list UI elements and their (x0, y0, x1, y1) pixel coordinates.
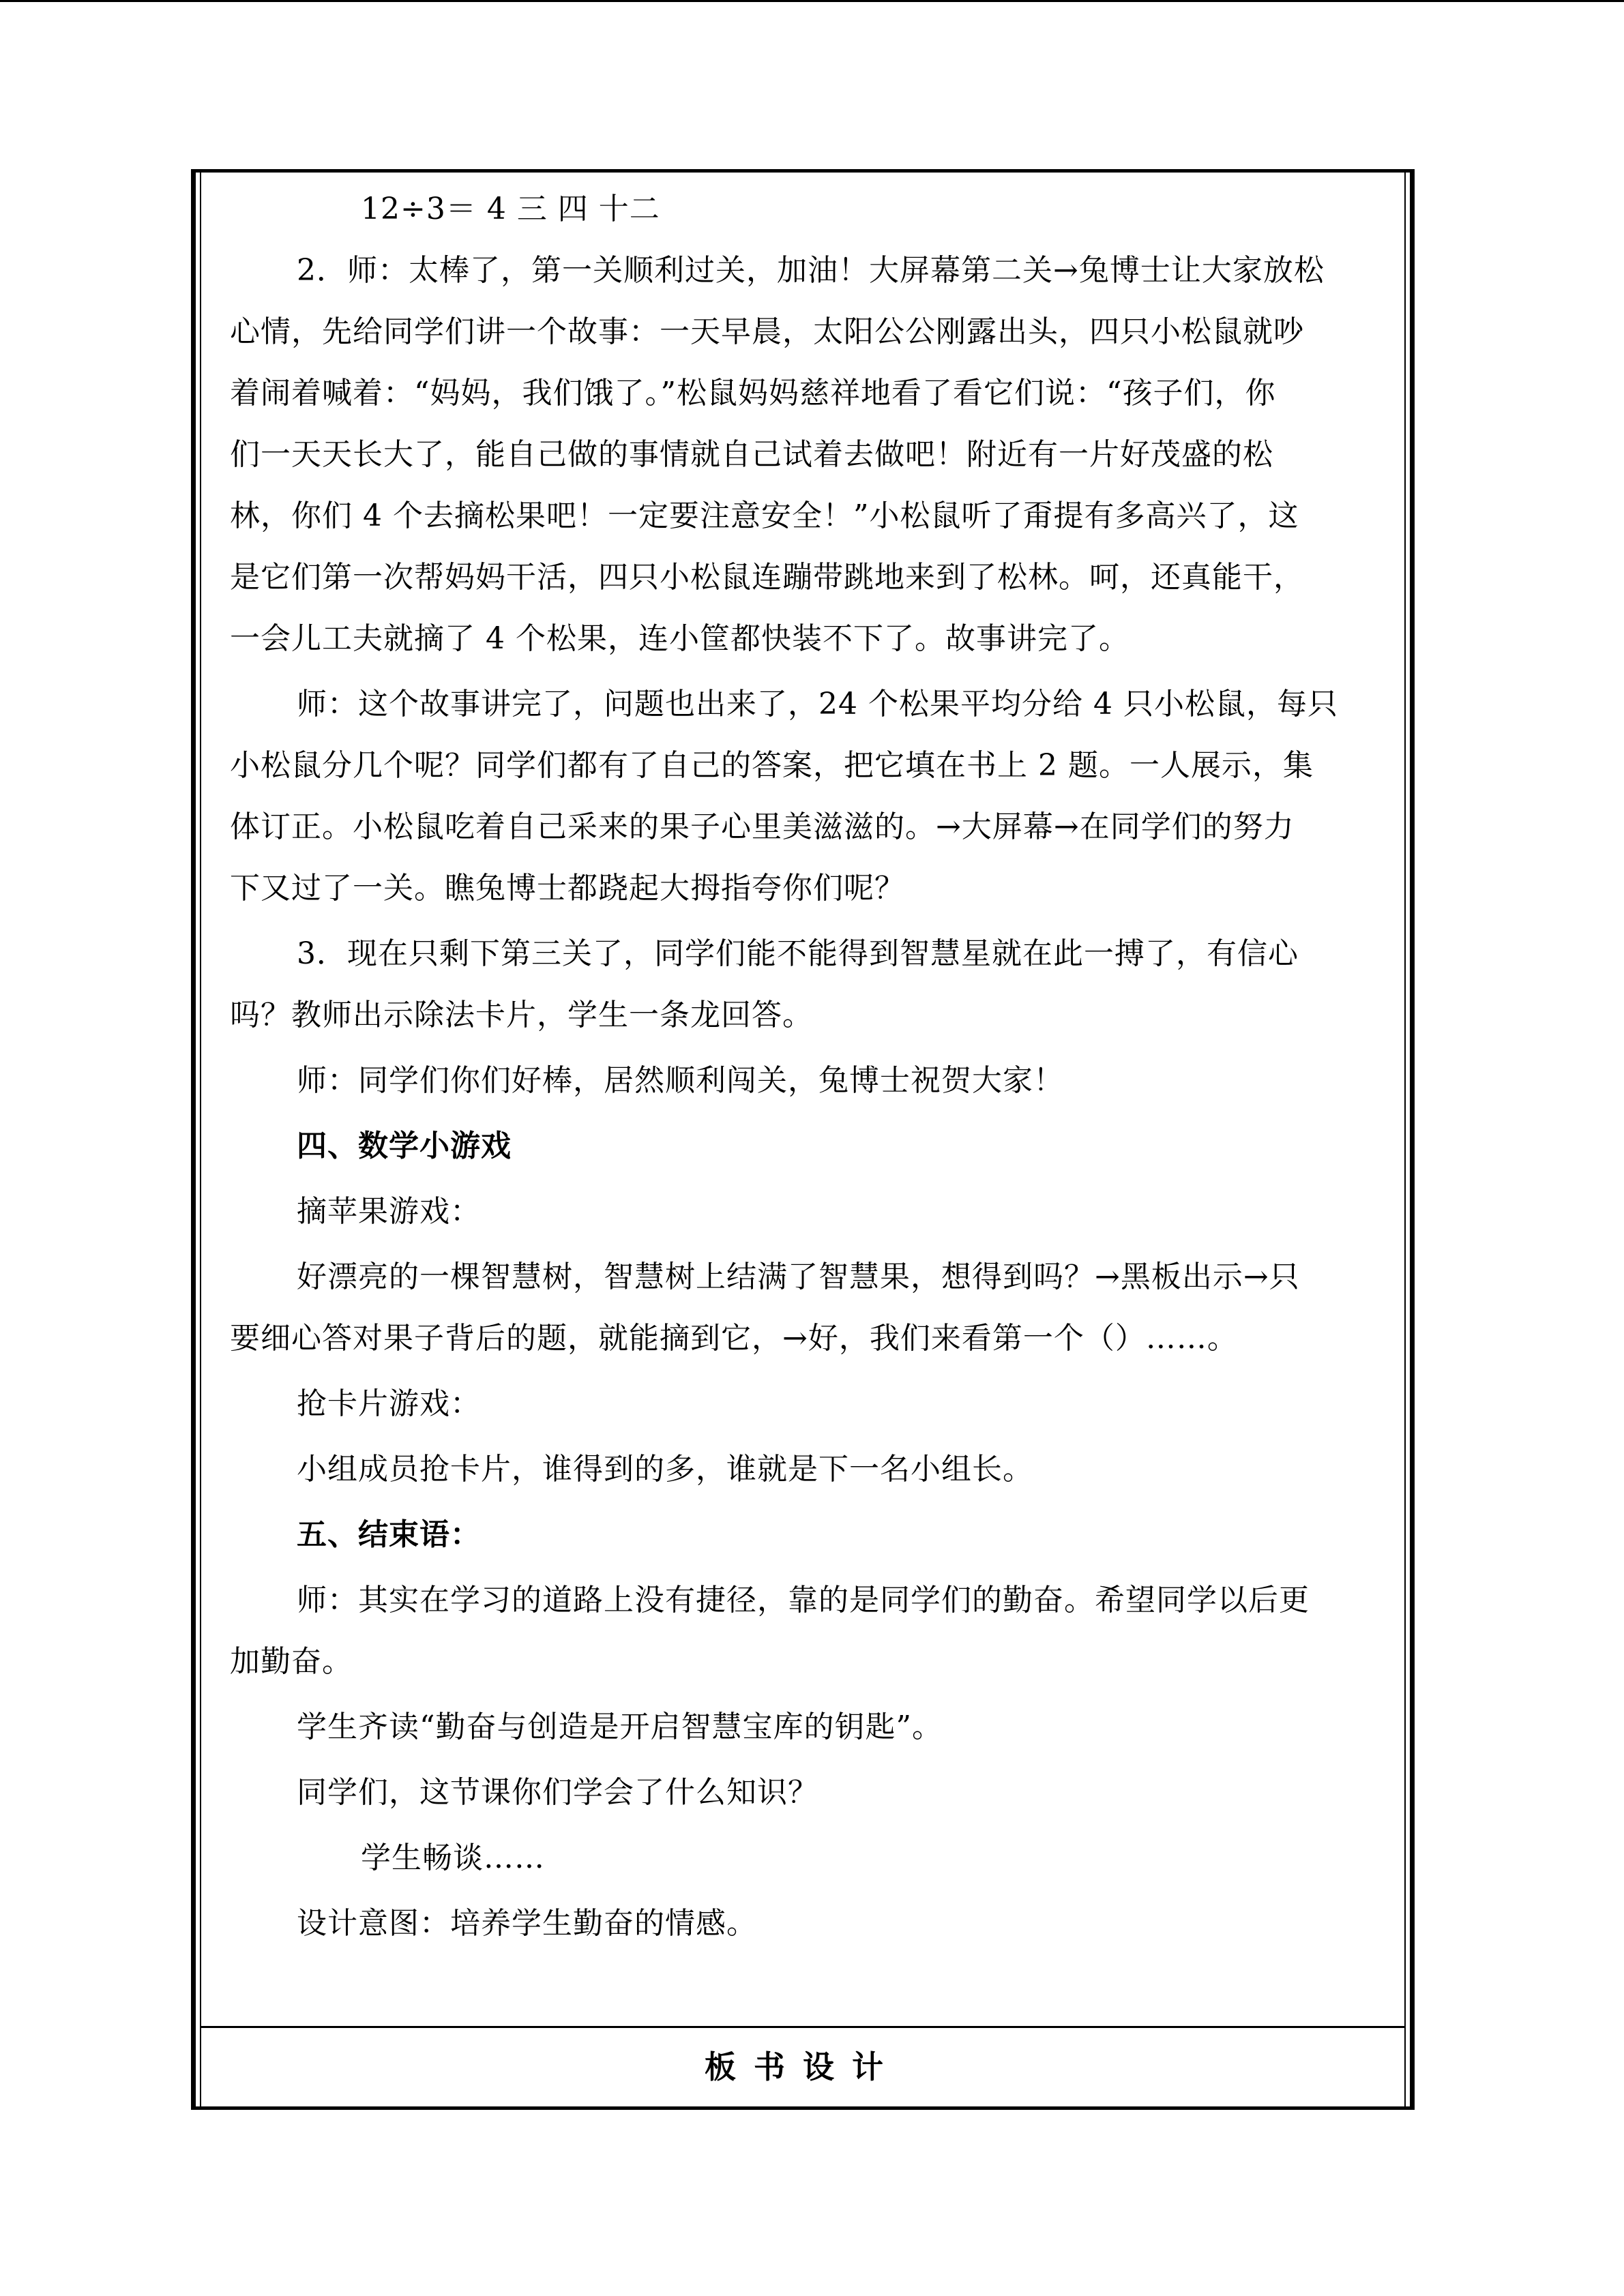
text-line: 3．现在只剩下第三关了，同学们能不能得到智慧星就在此一搏了，有信心 (297, 936, 1299, 971)
text-line: 学生齐读“勤奋与创造是开启智慧宝库的钥匙”。 (297, 1710, 943, 1744)
text-line: 设计意图：培养学生勤奋的情感。 (297, 1906, 757, 1941)
text-line: 抢卡片游戏： (297, 1386, 481, 1421)
section-heading: 四、数学小游戏 (297, 1129, 512, 1163)
text-line: 学生畅谈…… (361, 1840, 545, 1875)
text-line: 是它们第一次帮妈妈干活，四只小松鼠连蹦带跳地来到了松林。呵，还真能干， (230, 560, 1304, 595)
text-line: 好漂亮的一棵智慧树，智慧树上结满了智慧果，想得到吗？→黑板出示→只 (297, 1259, 1300, 1294)
text-line: 小组成员抢卡片，谁得到的多，谁就是下一名小组长。 (297, 1452, 1033, 1487)
text-line: 2．师：太棒了，第一关顺利过关，加油！大屏幕第二关→兔博士让大家放松 (297, 253, 1325, 288)
board-design-title: 板书设计 (705, 2048, 901, 2085)
text-line: 体订正。小松鼠吃着自己采来的果子心里美滋滋的。→大屏幕→在同学们的努力 (230, 809, 1295, 844)
text-line: 师：其实在学习的道路上没有捷径，靠的是同学们的勤奋。希望同学以后更 (297, 1583, 1310, 1617)
text-line: 下又过了一关。瞧兔博士都跷起大拇指夸你们呢？ (230, 871, 905, 906)
text-line: 林，你们 4 个去摘松果吧！一定要注意安全！”小松鼠听了甭提有多高兴了，这 (230, 498, 1299, 533)
text-line: 心情，先给同学们讲一个故事：一天早晨，太阳公公刚露出头，四只小松鼠就吵 (230, 314, 1304, 349)
text-line: 吗？教师出示除法卡片，学生一条龙回答。 (230, 998, 813, 1032)
text-line: 小松鼠分几个呢？同学们都有了自己的答案，把它填在书上 2 题。一人展示，集 (230, 748, 1314, 783)
text-line: 师：这个故事讲完了，问题也出来了，24 个松果平均分给 4 只小松鼠，每只 (297, 687, 1338, 721)
page-top-border (0, 0, 1624, 2)
lesson-table (191, 169, 1415, 2110)
text-line: 一会儿工夫就摘了 4 个松果，连小筐都快装不下了。故事讲完了。 (230, 621, 1130, 656)
section-heading: 五、结束语： (297, 1517, 481, 1552)
table-row-divider (201, 2026, 1404, 2028)
text-line: 要细心答对果子背后的题，就能摘到它，→好，我们来看第一个（）……。 (230, 1321, 1238, 1356)
text-line: 12÷3＝ 4 三 四 十二 (361, 192, 660, 226)
text-line: 师：同学们你们好棒，居然顺利闯关，兔博士祝贺大家！ (297, 1063, 1064, 1098)
text-line: 们一天天长大了，能自己做的事情就自己试着去做吧！附近有一片好茂盛的松 (230, 437, 1273, 472)
text-line: 加勤奋。 (230, 1644, 353, 1679)
text-line: 摘苹果游戏： (297, 1194, 481, 1229)
lesson-content-cell (230, 173, 1383, 2026)
text-line: 同学们，这节课你们学会了什么知识？ (297, 1775, 818, 1810)
text-line: 着闹着喊着：“妈妈，我们饿了。”松鼠妈妈慈祥地看了看它们说：“孩子们，你 (230, 376, 1276, 411)
